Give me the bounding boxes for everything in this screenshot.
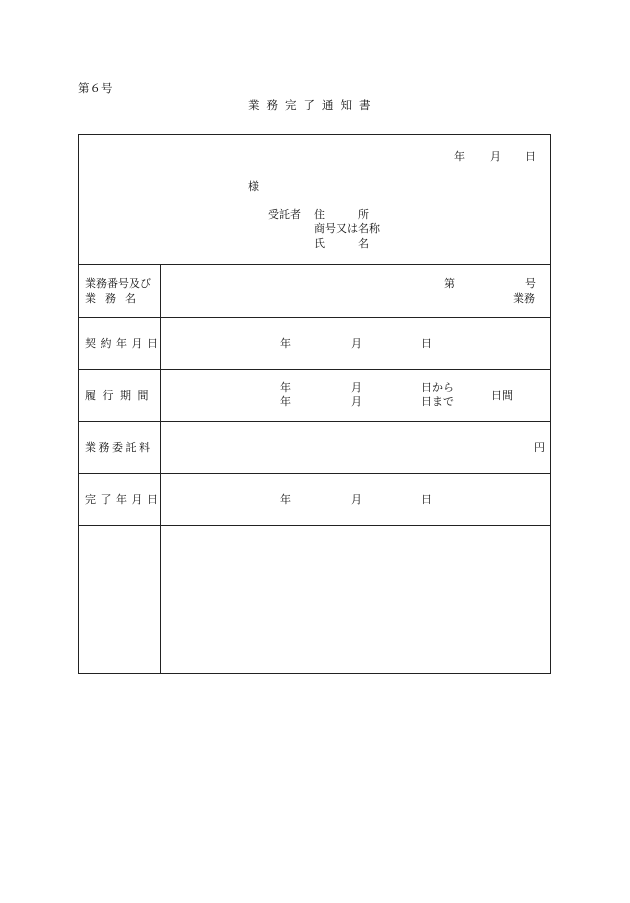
contract-date-day: 日 [421, 337, 432, 350]
form-number: 第６号 [78, 81, 113, 95]
business-number-label-line1: 業務番号及び [85, 277, 151, 290]
contract-date-month: 月 [351, 337, 362, 350]
row-divider [78, 317, 551, 318]
completion-date-month: 月 [351, 493, 362, 506]
commission-fee-currency: 円 [534, 441, 545, 454]
remarks-label-cell [79, 526, 160, 673]
contract-date-year: 年 [280, 337, 291, 350]
commission-fee-label: 業務委託料 [85, 441, 153, 454]
period-total-days: 日間 [491, 389, 513, 402]
row-divider [78, 264, 551, 265]
remarks-value-cell [161, 526, 550, 673]
completion-date-year: 年 [280, 493, 291, 506]
period-from: 日から [421, 381, 454, 394]
page-title: 業務完了通知書 [248, 98, 378, 112]
trustee-label: 受託者 [268, 208, 301, 221]
completion-date-label: 完了年月日 [85, 493, 163, 506]
period-months [351, 381, 362, 409]
business-number-suffix: 号 [525, 277, 536, 290]
performance-period-label: 履行期間 [85, 389, 155, 402]
company-name-label: 商号又は名称 [314, 222, 380, 235]
business-number-label-line2: 業務名 [85, 292, 145, 305]
notice-date-year: 年 [454, 150, 465, 163]
period-years [280, 381, 291, 409]
business-number-label [85, 276, 151, 306]
completion-date-day: 日 [421, 493, 432, 506]
address-label: 住 所 [314, 208, 369, 221]
period-end-year: 年 [280, 395, 291, 408]
row-divider [78, 369, 551, 370]
period-end-month: 月 [351, 395, 362, 408]
period-days [421, 381, 454, 409]
person-name-label: 氏 名 [314, 237, 369, 250]
period-start-year: 年 [280, 381, 291, 394]
period-start-month: 月 [351, 381, 362, 394]
addressee-suffix: 様 [248, 180, 259, 193]
row-divider [78, 473, 551, 474]
notice-date-day: 日 [525, 150, 536, 163]
contract-date-label: 契約年月日 [85, 337, 163, 350]
row-divider [78, 421, 551, 422]
business-number-prefix: 第 [444, 277, 455, 290]
business-name-suffix: 業務 [513, 292, 535, 305]
notice-date-month: 月 [490, 150, 501, 163]
period-to: 日まで [421, 395, 454, 408]
